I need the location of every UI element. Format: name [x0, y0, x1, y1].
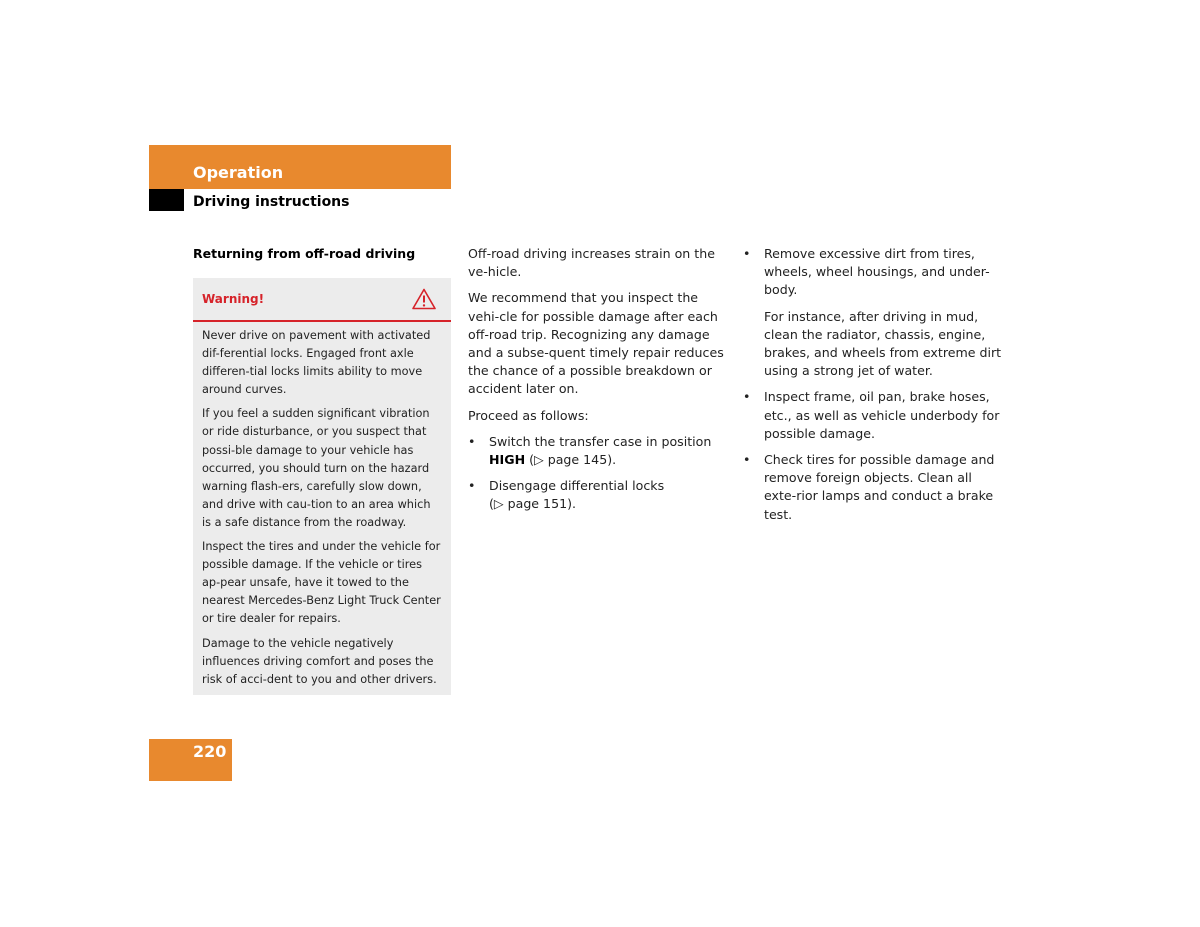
body-paragraph: Proceed as follows: — [468, 407, 589, 423]
right-column — [743, 245, 1005, 532]
section-title: Operation — [193, 163, 284, 182]
warning-paragraph: Inspect the tires and under the vehicle for possible damage. If the vehicle or tires ap-pear unsafe, have it towed to the nearest Mercedes-Benz Light Truck Center or tire dealer for repairs. — [202, 540, 441, 626]
list-item-text: Inspect frame, oil pan, brake hoses, etc., as well as vehicle underbody for possible damage. — [764, 389, 1000, 441]
body-paragraph: Off-road driving increases strain on the ve-hicle. — [468, 246, 715, 280]
list-item — [743, 451, 1005, 524]
body-paragraph: We recommend that you inspect the vehi-cle for possible damage after each off-road trip. Recognizing any damage and a subse-quent timely repair reduces the chance of a possible breakdown or accident later on. — [468, 290, 724, 397]
warning-paragraph: Damage to the vehicle negatively influences driving comfort and poses the risk of acci-dent to you and other drivers. — [202, 636, 437, 686]
bullet-icon: • — [743, 389, 751, 405]
page-number: 220 — [193, 742, 227, 761]
list-item-text: Switch the transfer case in position — [489, 433, 712, 449]
list-item — [743, 388, 1005, 443]
bullet-icon: • — [743, 246, 751, 261]
bullet-icon: • — [468, 433, 476, 449]
section-marker-tab — [149, 189, 184, 211]
warning-paragraph: Never drive on pavement with activated dif-ferential locks. Engaged front axle differen-tial locks limits ability to move around curves. — [202, 329, 431, 397]
position-label: HIGH — [489, 452, 526, 468]
list-item-note: For instance, after driving in mud, clean the radiator, chassis, engine, brakes, and wheels from extreme dirt using a strong jet of water. — [764, 308, 1002, 379]
warning-paragraph: If you feel a sudden significant vibration or ride disturbance, or you suspect that possi-ble damage to your vehicle has occurred, you should turn on the hazard warning flash-ers, carefully slow down, and drive with cau-tion to an area which is a safe distance from the roadway. — [202, 407, 431, 529]
page-reference: (▷ page 145). — [525, 452, 617, 468]
bullet-icon: • — [743, 452, 751, 468]
list-item-text: Remove excessive dirt from tires, wheels, wheel housings, and under-body. — [764, 246, 990, 298]
warning-box — [193, 278, 451, 695]
column-heading: Returning from off-road driving — [193, 246, 416, 261]
warning-title: Warning! — [202, 292, 265, 306]
list-item — [468, 477, 730, 513]
warning-triangle-icon — [412, 288, 436, 310]
warning-header — [193, 278, 451, 322]
warning-body — [193, 322, 451, 689]
bullet-icon: • — [468, 478, 476, 494]
page-reference: (▷ page 151). — [489, 496, 577, 512]
middle-column — [468, 245, 730, 522]
list-item-text: Check tires for possible damage and remove foreign objects. Clean all exte-rior lamps and conduct a brake test. — [764, 452, 995, 522]
list-item — [743, 245, 1005, 300]
list-item-text: Disengage differential locks — [489, 478, 665, 494]
subsection-title: Driving instructions — [193, 194, 350, 210]
list-item — [468, 433, 730, 469]
